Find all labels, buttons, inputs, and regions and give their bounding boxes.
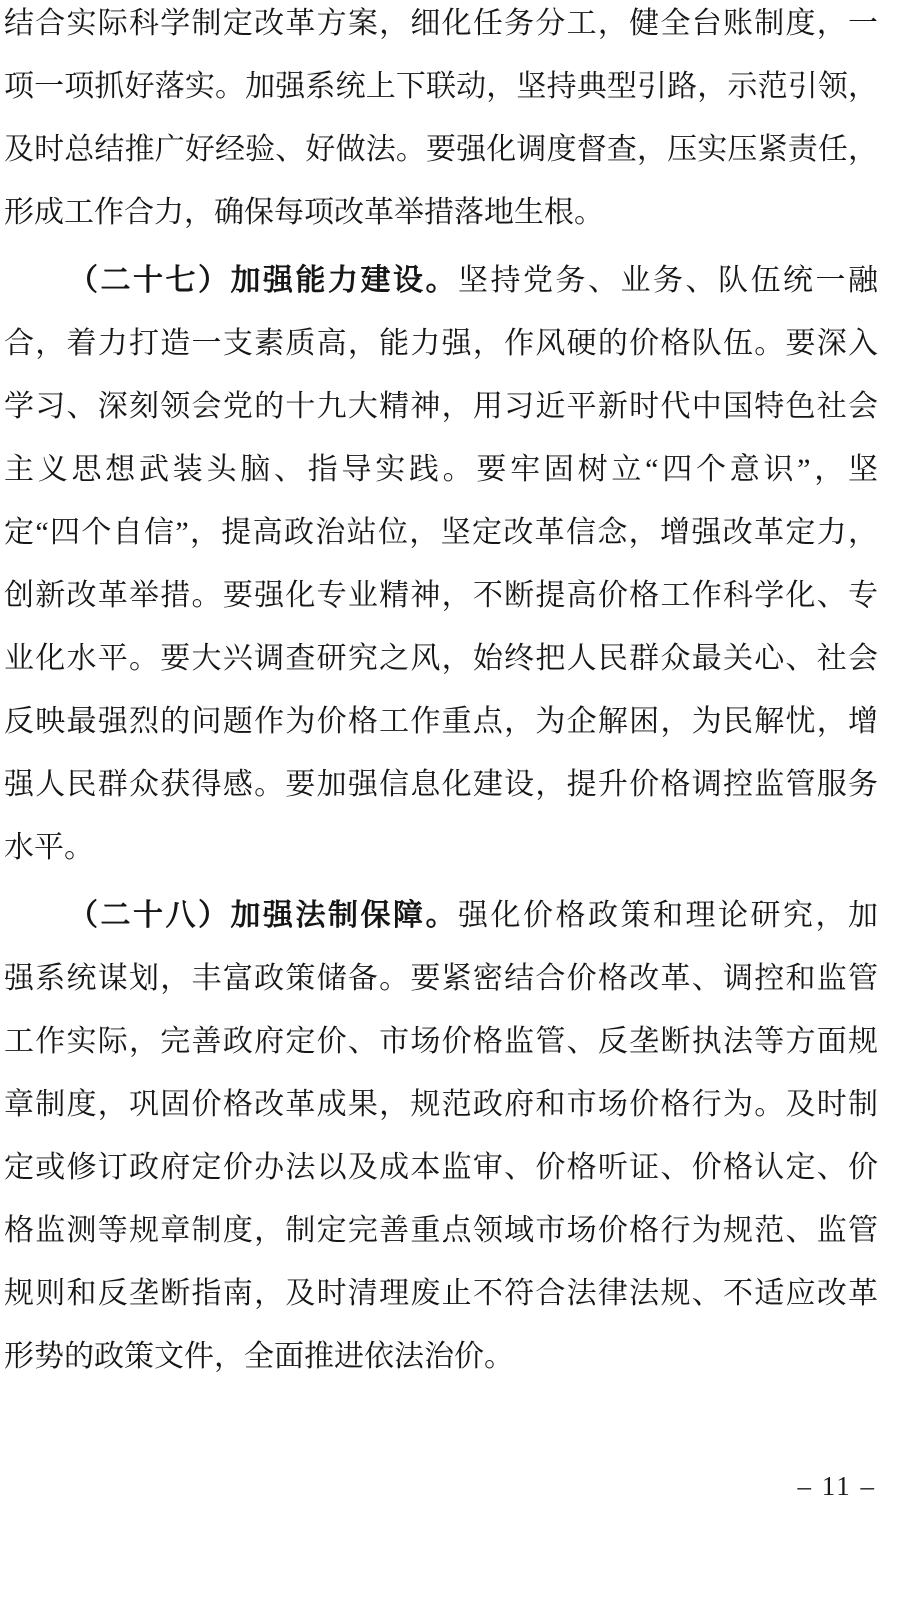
body-text: 定“四个自信”，提高政治站位，坚定改革信念，增强改革定力，	[4, 516, 878, 549]
body-text: 结合实际科学制定改革方案，细化任务分工，健全台账制度，一	[4, 7, 878, 40]
text-line	[4, 501, 878, 564]
body-text: 形势的政策文件，全面推进依法治价。	[4, 1340, 514, 1373]
body-text: 反映最强烈的问题作为价格工作重点，为企解困，为民解忧，增	[4, 705, 878, 738]
text-line	[4, 0, 878, 55]
text-line	[4, 1010, 878, 1073]
text-line	[4, 1073, 878, 1136]
text-line	[4, 753, 878, 816]
section-heading: （二十八）加强法制保障。	[68, 899, 458, 932]
body-text: 工作实际，完善政府定价、市场价格监管、反垄断执法等方面规	[4, 1025, 878, 1058]
document-body	[4, 0, 878, 1388]
page-number: – 11 –	[797, 1471, 876, 1501]
text-line	[4, 816, 878, 879]
text-line	[4, 884, 878, 947]
body-text: 规则和反垄断指南，及时清理废止不符合法律法规、不适应改革	[4, 1277, 878, 1310]
body-text: 水平。	[4, 831, 94, 864]
body-text: 格监测等规章制度，制定完善重点领域市场价格行为规范、监管	[4, 1214, 878, 1247]
text-line	[4, 438, 878, 501]
body-text: 业化水平。要大兴调查研究之风，始终把人民群众最关心、社会	[4, 642, 878, 675]
body-text: 项一项抓好落实。加强系统上下联动，坚持典型引路，示范引领，	[4, 70, 878, 103]
text-line	[4, 564, 878, 627]
body-text: 及时总结推广好经验、好做法。要强化调度督查，压实压紧责任，	[4, 133, 878, 166]
text-line	[4, 249, 878, 312]
body-text: 创新改革举措。要强化专业精神，不断提高价格工作科学化、专	[4, 579, 878, 612]
text-line	[4, 627, 878, 690]
body-text: 强人民群众获得感。要加强信息化建设，提升价格调控监管服务	[4, 768, 878, 801]
text-line	[4, 55, 878, 118]
body-text: 定或修订政府定价办法以及成本监审、价格听证、价格认定、价	[4, 1151, 878, 1184]
text-line	[4, 181, 878, 244]
paragraph-continuation	[4, 0, 878, 244]
section-heading: （二十七）加强能力建设。	[68, 264, 458, 297]
text-line	[4, 375, 878, 438]
body-text: 学习、深刻领会党的十九大精神，用习近平新时代中国特色社会	[4, 390, 878, 423]
text-line	[4, 1136, 878, 1199]
body-text: 形成工作合力，确保每项改革举措落地生根。	[4, 196, 604, 229]
text-line	[4, 118, 878, 181]
text-line	[4, 1262, 878, 1325]
body-text: 合，着力打造一支素质高，能力强，作风硬的价格队伍。要深入	[4, 327, 878, 360]
body-text: 主义思想武装头脑、指导实践。要牢固树立“四个意识”，坚	[4, 453, 878, 486]
text-line	[4, 1199, 878, 1262]
paragraph-section-28	[4, 884, 878, 1388]
paragraph-section-27	[4, 249, 878, 879]
text-line	[4, 312, 878, 375]
text-line	[4, 690, 878, 753]
text-line	[4, 947, 878, 1010]
text-line	[4, 1325, 878, 1388]
body-text: 章制度，巩固价格改革成果，规范政府和市场价格行为。及时制	[4, 1088, 878, 1121]
body-text: 强化价格政策和理论研究，加	[458, 899, 878, 932]
body-text: 强系统谋划，丰富政策储备。要紧密结合价格改革、调控和监管	[4, 962, 878, 995]
body-text: 坚持党务、业务、队伍统一融	[458, 264, 878, 297]
